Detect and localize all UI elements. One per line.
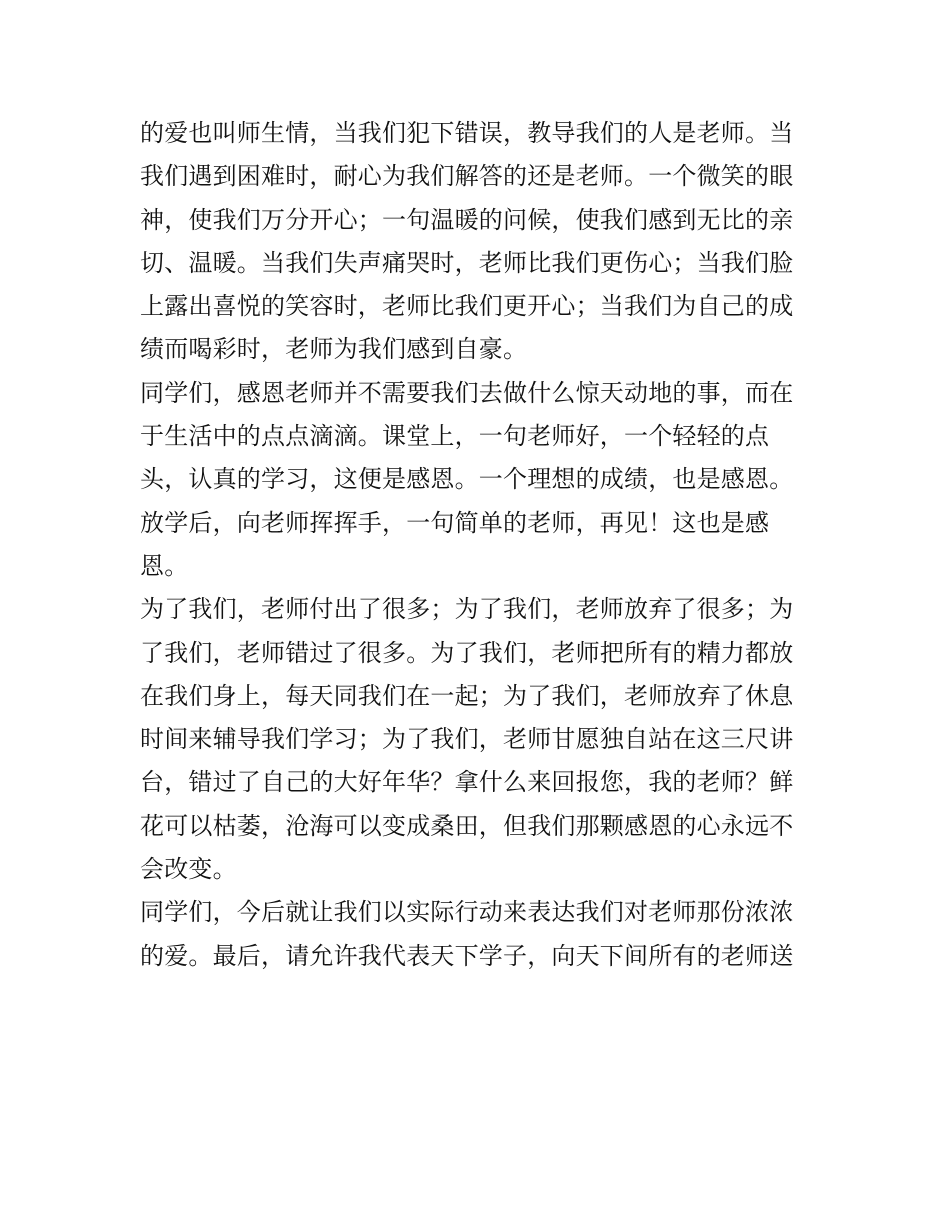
text-line: 在我们身上，每天同我们在一起；为了我们，老师放弃了休息 [140, 681, 794, 710]
text-line: 时间来辅导我们学习；为了我们，老师甘愿独自站在这三尺讲 [140, 725, 794, 754]
text-line: 我们遇到困难时，耐心为我们解答的还是老师。一个微笑的眼 [140, 162, 794, 191]
paragraph-1 [140, 112, 820, 372]
text-line: 花可以枯萎，沧海可以变成桑田，但我们那颗感恩的心永远不 [140, 811, 794, 840]
text-line: 神，使我们万分开心；一句温暖的问候，使我们感到无比的亲 [140, 205, 794, 234]
paragraph-4 [140, 891, 820, 978]
paragraph-2 [140, 372, 820, 588]
text-line: 台，错过了自己的大好年华？拿什么来回报您，我的老师？鲜 [140, 768, 794, 797]
text-line: 的爱也叫师生情，当我们犯下错误，教导我们的人是老师。当 [140, 119, 794, 147]
text-line: 恩。 [140, 551, 189, 580]
text-line: 放学后，向老师挥挥手，一句简单的老师，再见！这也是感 [140, 508, 770, 537]
text-line: 同学们，今后就让我们以实际行动来表达我们对老师那份浓浓 [140, 898, 794, 927]
text-line: 切、温暖。当我们失声痛哭时，老师比我们更伤心；当我们脸 [140, 248, 794, 277]
paragraph-3 [140, 588, 820, 891]
text-line: 同学们，感恩老师并不需要我们去做什么惊天动地的事，而在 [140, 378, 794, 407]
text-line: 于生活中的点点滴滴。课堂上，一句老师好，一个轻轻的点 [140, 422, 770, 451]
text-line: 的爱。最后，请允许我代表天下学子，向天下间所有的老师送 [140, 941, 794, 970]
text-line: 为了我们，老师付出了很多；为了我们，老师放弃了很多；为 [140, 595, 794, 624]
text-line: 头，认真的学习，这便是感恩。一个理想的成绩，也是感恩。 [140, 465, 794, 494]
text-line: 了我们，老师错过了很多。为了我们，老师把所有的精力都放 [140, 638, 794, 667]
document-body [140, 112, 820, 978]
text-line: 绩而喝彩时，老师为我们感到自豪。 [140, 335, 528, 364]
text-line: 会改变。 [140, 855, 237, 884]
text-line: 上露出喜悦的笑容时，老师比我们更开心；当我们为自己的成 [140, 292, 794, 321]
